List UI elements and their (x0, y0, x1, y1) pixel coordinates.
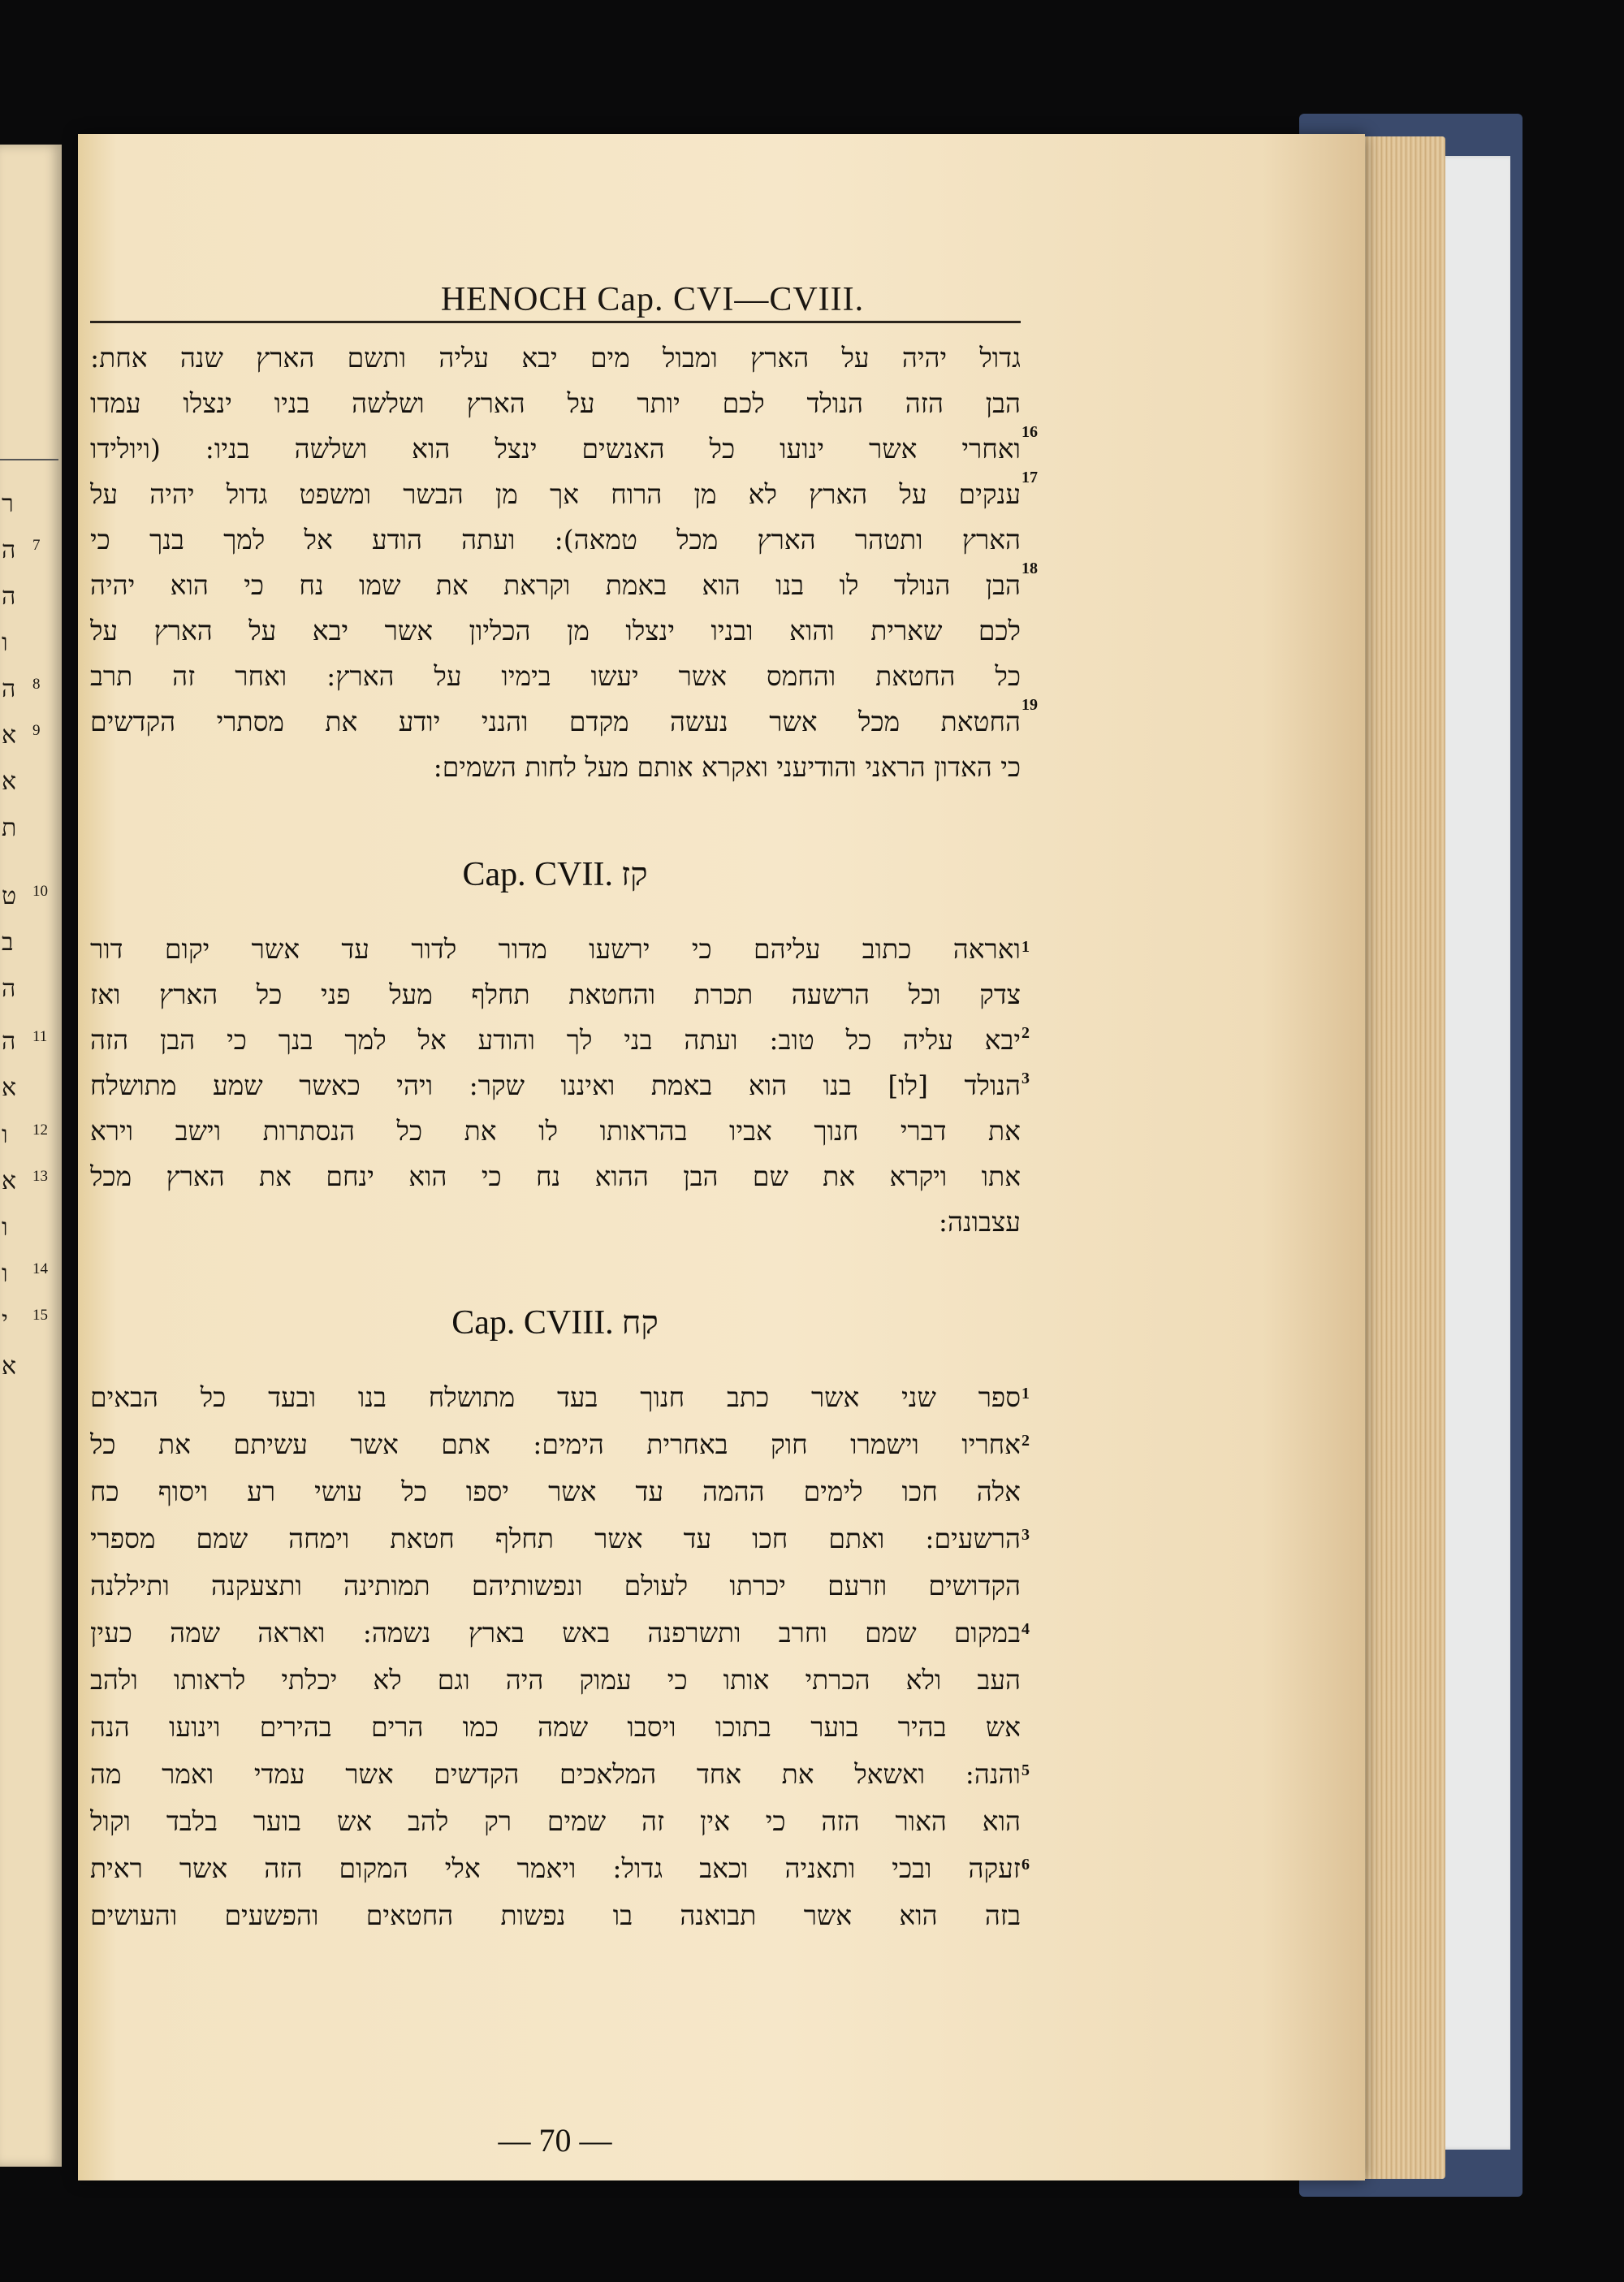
text-line: הנולד [לו] בנו הוא באמת ואיננו שקר: ויהי כאשר שמע מתושלח (90, 1070, 1021, 1101)
text-line: את דברי חנוך אביו בהראותו לו את כל הנסתרות וישב וירא (90, 1115, 1021, 1147)
verse-number: 6 (1021, 1856, 1030, 1874)
left-line: ה (2, 975, 16, 1003)
verse-number: 19 (1021, 696, 1038, 714)
text-line: ענקים על הארץ לא מן הרוח אך מן הבשר ומשפט גדול יהיה על (90, 478, 1021, 510)
left-line: ו (2, 1213, 8, 1242)
left-page-rule (0, 459, 58, 460)
verse-number: 1 (1021, 1385, 1030, 1402)
left-line: ו 14 (2, 1260, 48, 1288)
text-line: יבא עליה כל טוב: ועתה בני לך והודע אל למך בנך כי הבן הזה (90, 1024, 1021, 1056)
left-line: ר (2, 490, 14, 518)
verse-number: 3 (1021, 1070, 1030, 1087)
text-line: והנה: ואשאל את אחד המלאכים הקדשים אשר עמדי ואמר מה (90, 1758, 1021, 1790)
text-line: הוא האור הזה כי אין זה שמים רק להב אש בוער בלבד וקול (90, 1805, 1021, 1837)
verse-number: 1 (1021, 938, 1030, 956)
verse-number: 17 (1021, 469, 1038, 486)
text-line: אש בהיר בוער בתוכו ויסבו שמה כמו הרים בהירים וינועו הנה (90, 1711, 1021, 1743)
left-line: ה 8 (2, 675, 41, 703)
text-line: זעקה ובכי ותאניה וכאב גדול: ויאמר אלי המקום הזה אשר ראית (90, 1852, 1021, 1884)
verse-number: 4 (1021, 1620, 1030, 1638)
left-line: א 13 (2, 1167, 48, 1195)
left-line: ה 11 (2, 1027, 48, 1056)
left-line: ב (2, 928, 14, 957)
running-header: HENOCH Cap. CVI—CVIII. (440, 281, 865, 318)
text-line: במקום שמם וחרב ותשרפנה באש בארץ נשמה: ואראה שמה כעין (90, 1617, 1021, 1649)
endpaper (1439, 156, 1510, 2150)
text-line: החטאת מכל אשר נעשה מקדם והנני יודע את מסתרי הקדשים (90, 706, 1021, 737)
text-line: צדק וכל הרשעה תכרת והחטאת תחלף מעל פני כל הארץ ואז (90, 979, 1021, 1010)
text-line: גדול יהיה על הארץ ומבול מים יבא עליה ותשם הארץ שנה אחת: (90, 342, 1021, 374)
text-line: אלה חכו לימים ההמה עד אשר יספו כל עושי רע ויסוף כח (90, 1476, 1021, 1507)
text-line: הבן הזה הנולד לכם יותר על הארץ ושלשה בניו ינצלו עמדו (90, 387, 1021, 419)
left-line: ת (2, 814, 17, 842)
verse-number: 2 (1021, 1432, 1030, 1450)
left-line: ה (2, 582, 16, 611)
text-line: עצבונה: (938, 1206, 1021, 1238)
text-line: הקדושים וזרעם יכרתו לעולם ונפשותיהם תמותינה ותצעקנה ותיללנה (90, 1570, 1021, 1601)
text-line: ואחרי אשר ינועו כל האנשים ינצל הוא ושלשה בניו: (ויולידו (90, 433, 1021, 465)
left-page-fragment (0, 145, 62, 2167)
chapter-heading: Cap. CVII. קז (462, 856, 648, 893)
left-line: א 9 (2, 721, 41, 750)
left-line: א (2, 767, 17, 796)
left-line: ו (2, 629, 8, 657)
text-line: העב ולא הכרתי אותו כי עמוק היה וגם לא יכלתי לראותו ולהב (90, 1664, 1021, 1696)
verse-number: 18 (1021, 560, 1038, 577)
verse-number: 5 (1021, 1761, 1030, 1779)
book-page (78, 134, 1365, 2180)
text-line: ספר שני אשר כתב חנוך בעד מתושלח בנו ובעד כל הבאים (90, 1381, 1021, 1413)
chapter-heading: Cap. CVIII. קח (451, 1304, 659, 1342)
left-line: א (2, 1352, 17, 1381)
verse-number: 16 (1021, 423, 1038, 441)
left-line: ה 7 (2, 536, 41, 564)
text-line: הארץ ותטהר הארץ מכל טמאה): ועתה הודע אל למך בנך כי (90, 524, 1021, 555)
left-line: ו 12 (2, 1121, 48, 1149)
text-line: הבן הנולד לו בנו הוא באמת וקראת את שמו נח כי הוא יהיה (90, 569, 1021, 601)
left-line: א (2, 1074, 17, 1102)
text-line: בזה הוא אשר תבואנה בו נפשות החטאים והפשעים והעושים (90, 1900, 1021, 1931)
text-line: הרשעים: ואתם חכו עד אשר תחלף חטאת וימחה שמם מספרי (90, 1523, 1021, 1554)
text-line: כי האדון הראני והודיעני ואקרא אותם מעל לחות השמים: (433, 751, 1021, 783)
text-line: כל החטאת והחמס אשר יעשו בימיו על הארץ: ואחר זה תרב (90, 660, 1021, 692)
verse-number: 3 (1021, 1526, 1030, 1544)
text-line: לכם שארית והוא ובניו ינצלו מן הכליון אשר יבא על הארץ על (90, 615, 1021, 646)
left-line: ט 10 (2, 882, 48, 910)
text-line: אתו ויקרא את שם הבן ההוא נח כי הוא ינחם את הארץ מכל (90, 1160, 1021, 1192)
left-line: י 15 (2, 1306, 48, 1334)
verse-number: 2 (1021, 1024, 1030, 1042)
text-line: אחריו וישמרו חוק באחרית הימים: אתם אשר עשיתם את כל (90, 1428, 1021, 1460)
text-line: ואראה כתוב עליהם כי ירשעו מדור לדור עד אשר יקום דור (90, 933, 1021, 965)
page-number: — 70 — (498, 2122, 612, 2159)
header-rule (90, 321, 1021, 323)
